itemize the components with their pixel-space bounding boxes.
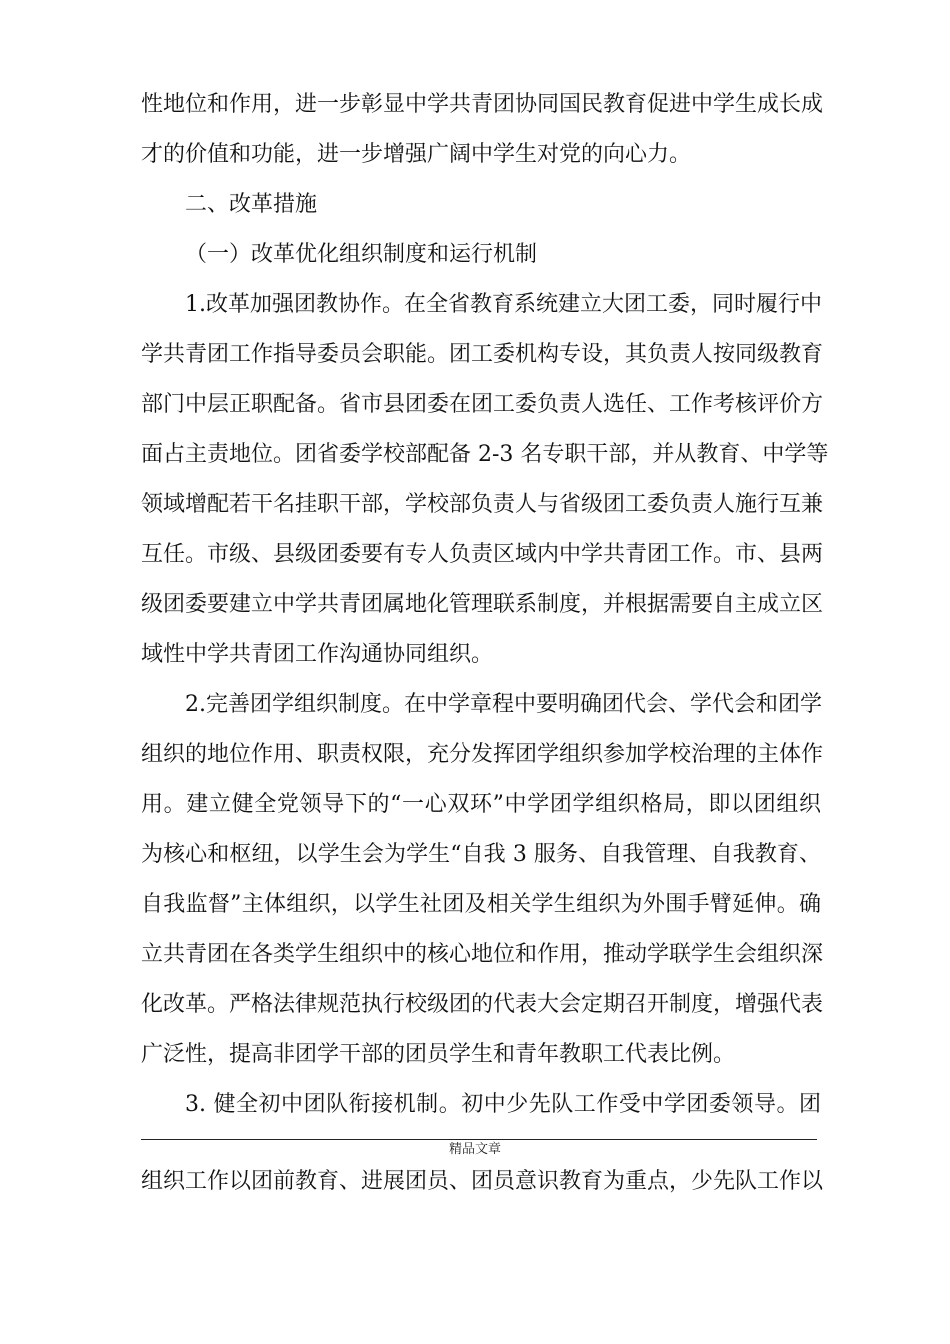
paragraph-line: 自我监督”主体组织，以学生社团及相关学生组织为外围手臂延伸。确 xyxy=(141,892,821,917)
section-heading: 二、改革措施 xyxy=(185,192,318,217)
paragraph-line: 化改革。严格法律规范执行校级团的代表大会定期召开制度，增强代表 xyxy=(141,992,824,1017)
next-page-text xyxy=(141,1157,824,1207)
paragraph-line: 部门中层正职配备。省市县团委在团工委负责人选任、工作考核评价方 xyxy=(141,392,824,417)
paragraph-line: 才的价值和功能，进一步增强广阔中学生对党的向心力。 xyxy=(141,142,692,167)
paragraph-line: 面占主责地位。团省委学校部配备 2-3 名专职干部，并从教育、中学等 xyxy=(141,442,829,467)
paragraph-line: 立共青团在各类学生组织中的核心地位和作用，推动学联学生会组织深 xyxy=(141,942,824,967)
paragraph-line: 2.完善团学组织制度。在中学章程中要明确团代会、学代会和团学 xyxy=(185,692,822,717)
paragraph-line: 广泛性，提高非团学干部的团员学生和青年教职工代表比例。 xyxy=(141,1042,736,1067)
paragraph-line: 学共青团工作指导委员会职能。团工委机构专设，其负责人按同级教育 xyxy=(141,342,824,367)
page-footer: 精品文章 xyxy=(448,1142,501,1157)
paragraph-line: 组织工作以团前教育、进展团员、团员意识教育为重点，少先队工作以 xyxy=(141,1169,824,1194)
paragraph-line: 级团委要建立中学共青团属地化管理联系制度，并根据需要自主成立区 xyxy=(141,592,824,617)
paragraph-line: 1.改革加强团教协作。在全省教育系统建立大团工委，同时履行中 xyxy=(185,292,822,317)
paragraph-line: 领域增配若干名挂职干部，学校部负责人与省级团工委负责人施行互兼 xyxy=(141,492,824,517)
subsection-heading: （一）改革优化组织制度和运行机制 xyxy=(185,242,538,267)
paragraph-line: 互任。市级、县级团委要有专人负责区域内中学共青团工作。市、县两 xyxy=(141,542,824,567)
paragraph-line: 组织的地位作用、职责权限，充分发挥团学组织参加学校治理的主体作 xyxy=(141,742,824,767)
paragraph-line: 域性中学共青团工作沟通协同组织。 xyxy=(141,642,494,667)
paragraph-line: 3. 健全初中团队衔接机制。初中少先队工作受中学团委领导。团 xyxy=(185,1092,821,1117)
body-text xyxy=(141,80,829,1130)
footer-divider xyxy=(141,1139,817,1140)
paragraph-line: 用。建立健全党领导下的“一心双环”中学团学组织格局，即以团组织 xyxy=(141,792,821,817)
paragraph-line: 为核心和枢纽，以学生会为学生“自我 3 服务、自我管理、自我教育、 xyxy=(141,842,821,867)
paragraph-line: 性地位和作用，进一步彰显中学共青团协同国民教育促进中学生成长成 xyxy=(141,92,824,117)
